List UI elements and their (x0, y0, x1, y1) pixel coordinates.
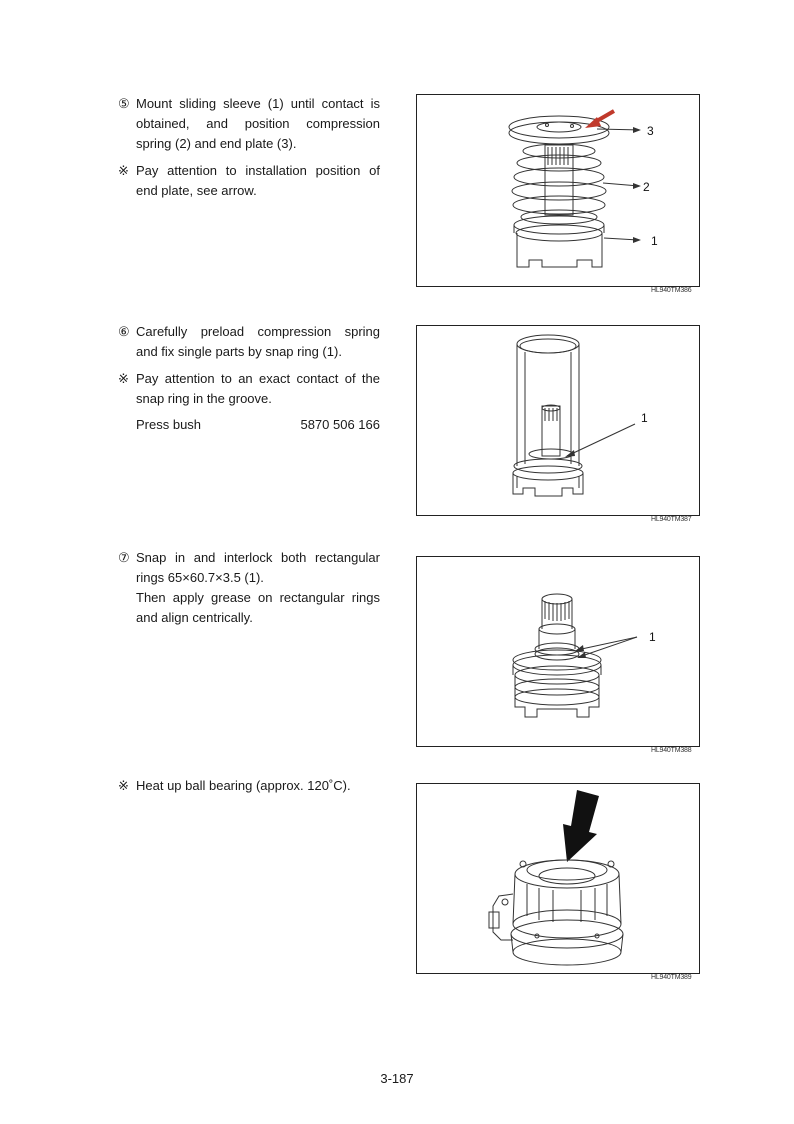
note-line: Heat up ball bearing (approx. 120˚C). (136, 778, 351, 793)
heat-bearing-illustration (417, 784, 699, 973)
figure-id: HL940TM386 (651, 287, 692, 294)
callout-3: 3 (647, 124, 654, 138)
page-number: 3-187 (380, 1071, 414, 1086)
note-line: end plate, see arrow. (136, 183, 257, 198)
note-mark: ※ (118, 371, 129, 386)
callout-1: 1 (651, 234, 658, 248)
step-6-text (118, 322, 380, 435)
figure-step-5 (416, 94, 700, 287)
rectangular-rings-illustration (417, 557, 699, 746)
step-5-text (118, 94, 380, 201)
callout-2: 2 (643, 180, 650, 194)
step-line: and align centrically. (136, 610, 253, 625)
note-mark: ※ (118, 778, 129, 793)
figure-id: HL940TM388 (651, 747, 692, 754)
figure-heat-bearing (416, 783, 700, 974)
figure-id: HL940TM387 (651, 516, 692, 523)
tool-row (118, 415, 380, 435)
step-line: spring (2) and end plate (3). (136, 136, 297, 151)
figure-step-6 (416, 325, 700, 516)
step-line: rings 65×60.7×3.5 (1). (136, 570, 264, 585)
heat-note-text (118, 776, 380, 796)
note-line: Pay attention to installation position of (136, 163, 380, 178)
figure-step-7 (416, 556, 700, 747)
step-line: obtained, and position compression (136, 116, 380, 131)
step-number: ⑦ (118, 550, 130, 565)
step-line: Mount sliding sleeve (1) until contact is (136, 96, 380, 111)
note-line: Pay attention to an exact contact of the (136, 371, 380, 386)
note-line: snap ring in the groove. (136, 391, 272, 406)
tool-name: Press bush (136, 417, 202, 432)
end-plate-spring-illustration (417, 95, 699, 286)
note-mark: ※ (118, 163, 129, 178)
step-7-text (118, 548, 380, 628)
callout-1: 1 (641, 411, 648, 425)
callout-1: 1 (649, 630, 656, 644)
step-line: Then apply grease on rectangular rings (136, 590, 380, 605)
tool-number: 5870 506 166 (300, 417, 380, 432)
step-number: ⑥ (118, 324, 130, 339)
step-line: Snap in and interlock both rectangular (136, 550, 380, 565)
step-number: ⑤ (118, 96, 130, 111)
step-line: Carefully preload compression spring (136, 324, 380, 339)
press-bush-illustration (417, 326, 699, 515)
step-line: and fix single parts by snap ring (1). (136, 344, 342, 359)
figure-id: HL940TM389 (651, 974, 692, 981)
